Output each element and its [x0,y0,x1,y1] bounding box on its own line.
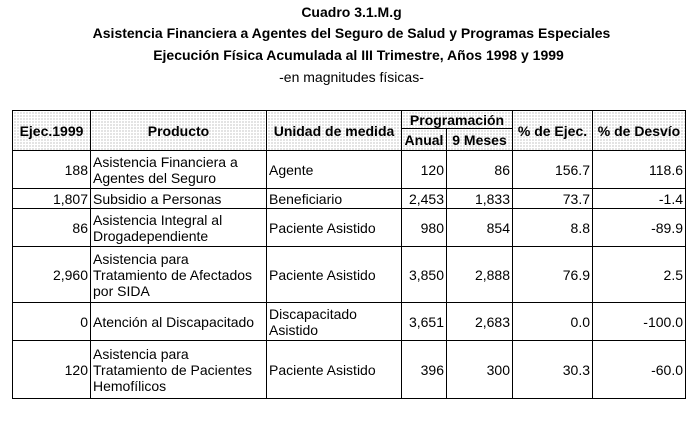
col-header-ejec1999: Ejec.1999 [13,111,91,151]
cell-ejec: 120 [13,341,91,399]
cell-unidad: Paciente Asistido [267,341,402,399]
col-header-9-meses: 9 Meses [447,129,513,151]
table-header [13,111,686,151]
report-header [0,2,695,88]
cell-producto: Asistencia para Tratamiento de Afectados por SIDA [91,247,267,303]
report-title: Asistencia Financiera a Agentes del Seguro de Salud y Programas Especiales [92,25,611,41]
cell-ejec: 2,960 [13,247,91,303]
cell-unidad: Paciente Asistido [267,247,402,303]
cell-anual: 120 [402,151,447,189]
cell-pct-desvio: -1.4 [593,189,686,209]
cell-ejec: 86 [13,209,91,247]
cell-producto: Atención al Discapacitado [91,303,267,341]
cell-anual: 2,453 [402,189,447,209]
col-header-unidad: Unidad de medida [267,111,402,151]
execution-table [12,110,686,399]
cell-pct-desvio: -89.9 [593,209,686,247]
cell-unidad: Agente [267,151,402,189]
units-note: -en magnitudes físicas- [279,69,424,85]
cell-9-meses: 1,833 [447,189,513,209]
col-header-producto: Producto [91,111,267,151]
report-subtitle: Ejecución Física Acumulada al III Trimestre, Años 1998 y 1999 [153,47,564,63]
cell-producto: Asistencia Integral al Drogadependiente [91,209,267,247]
cell-unidad: Beneficiario [267,189,402,209]
table-row [13,189,686,209]
cell-producto: Asistencia para Tratamiento de Pacientes Hemofílicos [91,341,267,399]
cell-9-meses: 2,683 [447,303,513,341]
cell-anual: 980 [402,209,447,247]
cell-pct-desvio: 118.6 [593,151,686,189]
cell-pct-ejec: 8.8 [513,209,593,247]
cell-9-meses: 854 [447,209,513,247]
cell-anual: 3,850 [402,247,447,303]
cell-anual: 396 [402,341,447,399]
cell-pct-desvio: -60.0 [593,341,686,399]
cell-producto: Asistencia Financiera a Agentes del Seguro [91,151,267,189]
table-row [13,209,686,247]
table-row [13,303,686,341]
cell-pct-ejec: 76.9 [513,247,593,303]
cell-anual: 3,651 [402,303,447,341]
table-row [13,341,686,399]
col-header-programacion: Programación [402,111,513,129]
cell-pct-ejec: 0.0 [513,303,593,341]
table-row [13,247,686,303]
cell-ejec: 0 [13,303,91,341]
cell-ejec: 188 [13,151,91,189]
cell-9-meses: 86 [447,151,513,189]
table-body [13,151,686,399]
cell-9-meses: 300 [447,341,513,399]
cell-unidad: Discapacitado Asistido [267,303,402,341]
cell-pct-ejec: 30.3 [513,341,593,399]
cell-producto: Subsidio a Personas [91,189,267,209]
col-header-pct-desvio: % de Desvío [593,111,686,151]
cuadro-label: Cuadro 3.1.M.g [301,4,402,20]
col-header-pct-ejec: % de Ejec. [513,111,593,151]
cell-9-meses: 2,888 [447,247,513,303]
cell-ejec: 1,807 [13,189,91,209]
col-header-anual: Anual [402,129,447,151]
cell-pct-ejec: 73.7 [513,189,593,209]
table-row [13,151,686,189]
cell-unidad: Paciente Asistido [267,209,402,247]
cell-pct-desvio: 2.5 [593,247,686,303]
cell-pct-ejec: 156.7 [513,151,593,189]
cell-pct-desvio: -100.0 [593,303,686,341]
